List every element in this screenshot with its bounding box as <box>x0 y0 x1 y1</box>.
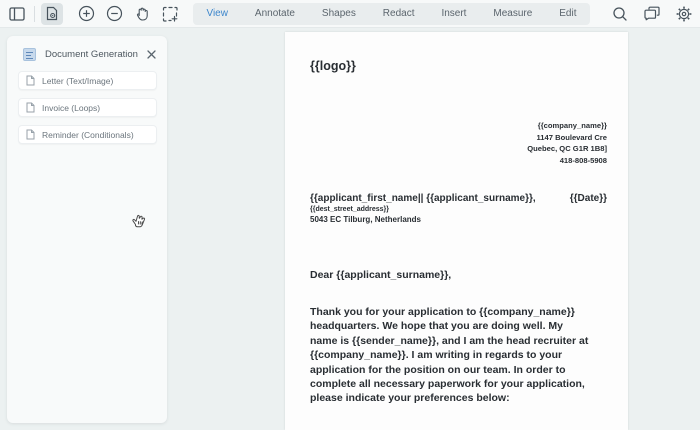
body-line: application for the position on our team. In order to <box>310 363 566 376</box>
template-icon <box>23 48 36 61</box>
menu-measure[interactable]: Measure <box>493 8 533 19</box>
hand-cursor <box>129 212 148 237</box>
sidebar-item-invoice[interactable] <box>18 98 157 117</box>
letter-body <box>310 305 588 406</box>
company-street-line: 1147 Boulevard Cre <box>536 132 607 142</box>
sidebar-item-reminder[interactable] <box>18 125 157 144</box>
recipient-name-line: {{applicant_first_name|| {{applicant_surname}}, <box>310 193 536 204</box>
toolbar <box>0 0 700 28</box>
marquee-zoom-icon[interactable] <box>159 3 181 25</box>
panel-header <box>7 36 167 71</box>
panel-toggle-icon[interactable] <box>6 3 28 25</box>
content-area <box>0 28 700 430</box>
salutation-line: Dear {{applicant_surname}}, <box>310 269 452 281</box>
comments-icon[interactable] <box>641 3 663 25</box>
file-icon <box>26 102 35 113</box>
zoom-out-icon[interactable] <box>103 3 125 25</box>
sidebar-item-label: Reminder (Conditionals) <box>42 129 134 140</box>
menu-edit[interactable]: Edit <box>559 8 577 19</box>
close-icon[interactable] <box>145 49 157 61</box>
menu-annotate[interactable]: Annotate <box>254 8 295 19</box>
settings-gear-icon[interactable] <box>673 3 695 25</box>
panel-title: Document Generation <box>45 49 138 60</box>
dest-street-line: {{dest_street_address}} <box>310 206 389 213</box>
menu-view[interactable]: View <box>206 8 228 19</box>
body-line: Thank you for your application to {{company_name}} <box>310 306 575 318</box>
pan-tool-icon[interactable] <box>131 3 153 25</box>
company-phone-line: 418-808-5908 <box>559 156 607 166</box>
dest-city-line: 5043 EC Tilburg, Netherlands <box>310 215 421 224</box>
company-name-line: {{company_name}} <box>537 121 607 130</box>
search-icon[interactable] <box>609 3 631 25</box>
document-page[interactable] <box>285 32 628 430</box>
body-line: please indicate your preferences below: <box>310 392 510 405</box>
toolbar-separator <box>34 6 35 22</box>
company-address-block <box>527 120 607 167</box>
placeholder-date: {{Date}} <box>569 193 607 204</box>
menu-bar <box>193 3 590 25</box>
sidebar-item-label: Invoice (Loops) <box>42 102 101 113</box>
company-city-line: Quebec, QC G1R 1B8] <box>527 144 607 154</box>
menu-redact[interactable]: Redact <box>382 8 415 19</box>
zoom-in-icon[interactable] <box>75 3 97 25</box>
body-line: headquarters. We hope that you are doing well. My <box>310 320 564 333</box>
body-line: name is {{sender_name}}, and I am the head recruiter at <box>310 334 589 347</box>
document-template-icon[interactable] <box>41 3 63 25</box>
sidebar-item-letter[interactable] <box>18 71 157 90</box>
file-icon <box>26 75 35 86</box>
placeholder-logo: {{logo}} <box>310 59 356 73</box>
menu-shapes[interactable]: Shapes <box>321 8 356 19</box>
menu-insert[interactable]: Insert <box>441 8 467 19</box>
body-line: {{company_name}}. I am writing in regards to your <box>310 349 563 362</box>
body-line: complete all necessary paperwork for your application, <box>310 378 585 391</box>
file-icon <box>26 129 35 140</box>
toolbar-right-group <box>604 3 700 25</box>
sidebar-item-label: Letter (Text/Image) <box>42 75 114 86</box>
